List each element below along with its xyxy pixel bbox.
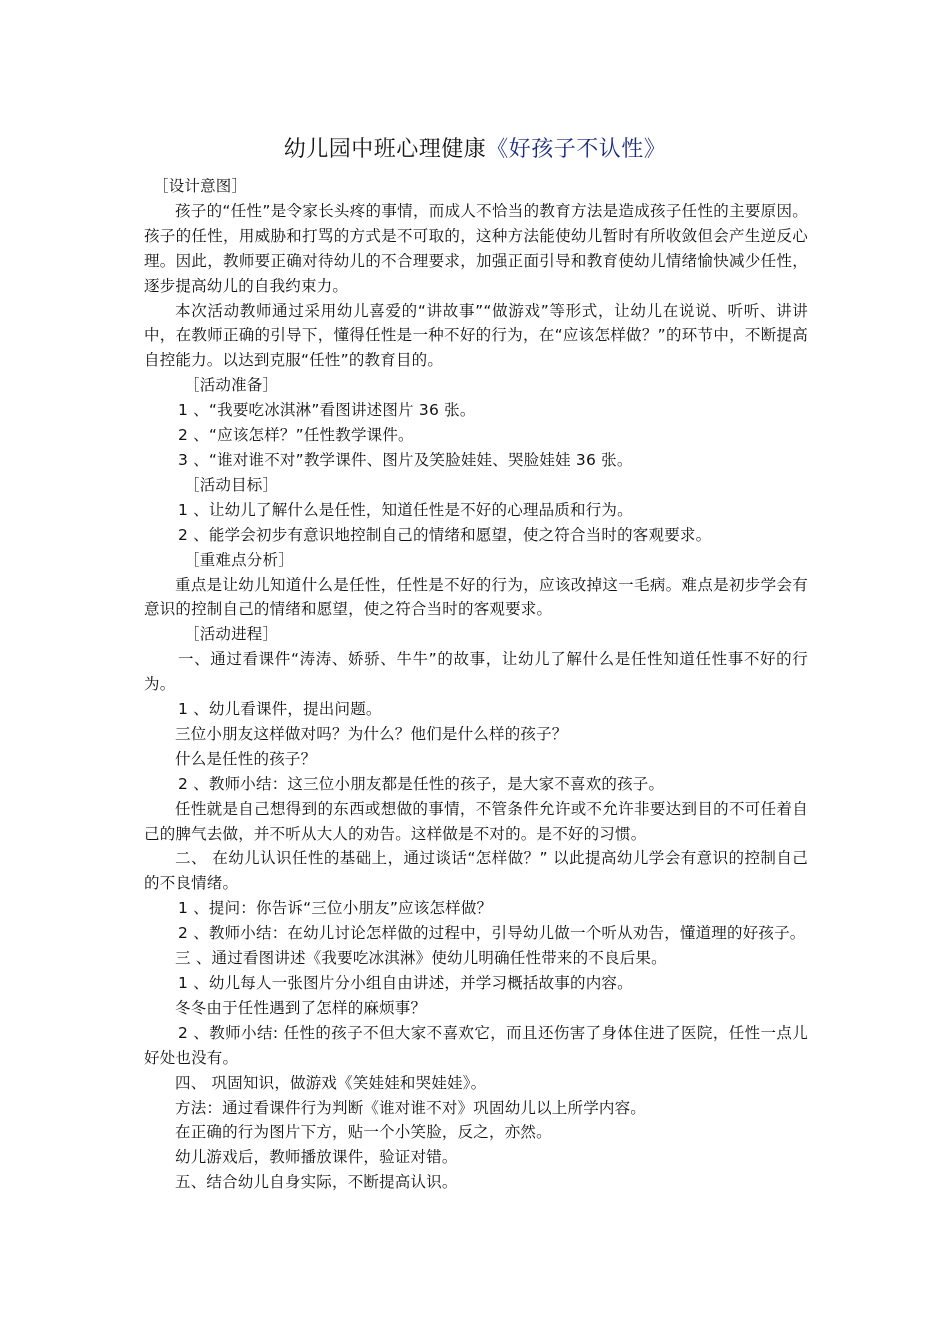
paragraph: 2 、“应该怎样？”任性教学课件。: [178, 426, 414, 445]
paragraph: 冬冬由于任性遇到了怎样的麻烦事？: [175, 998, 427, 1017]
paragraph: 3 、“谁对谁不对”教学课件、图片及笑脸娃娃、哭脸娃娃 36 张。: [178, 450, 633, 469]
paragraph: 1 、“我要吃冰淇淋”看图讲述图片 36 张。: [178, 401, 476, 420]
document-body: [144, 174, 808, 1195]
paragraph: 2 、能学会初步有意识地控制自己的情绪和愿望，使之符合当时的客观要求。: [178, 525, 712, 544]
paragraph: 五、结合幼儿自身实际，不断提高认识。: [175, 1173, 458, 1192]
title-book-name: 《好孩子不认性》: [486, 137, 667, 162]
paragraph: 三 、通过看图讲述《我要吃冰淇淋》使幼儿明确任性带来的不良后果。: [175, 949, 667, 968]
paragraph: 四、 巩固知识，做游戏《笑娃娃和哭娃娃》。: [175, 1073, 487, 1092]
paragraph: 2 、教师小结: 任性的孩子不但大家不喜欢它，而且还伤害了身体住进了医院，任性一点儿好处也没有。: [144, 1023, 808, 1067]
paragraph: ［活动进程］: [184, 625, 279, 644]
paragraph: ［设计意图］: [153, 177, 248, 195]
paragraph: ［活动目标］: [184, 475, 279, 494]
paragraph: 方法：通过看课件行为判断《谁对谁不对》巩固幼儿以上所学内容。: [175, 1098, 647, 1117]
paragraph: 2 、教师小结：这三位小朋友都是任性的孩子，是大家不喜欢的孩子。: [178, 774, 665, 793]
paragraph: 1 、幼儿看课件，提出问题。: [178, 700, 382, 719]
paragraph: ［活动准备］: [184, 376, 279, 395]
paragraph: ［重难点分析］: [184, 550, 294, 569]
paragraph: 1 、幼儿每人一张图片分小组自由讲述，并学习概括故事的内容。: [178, 974, 633, 992]
paragraph: 孩子的“任性”是令家长头疼的事情，而成人不恰当的教育方法是造成孩子任性的主要原因。孩子的任性，用威胁和打骂的方式是不可取的，这种方法能使幼儿暂时有所收敛但会产生逆反心理。因此，教师要正确对待幼儿的不合理要求，加强正面引导和教育使幼儿情绪愉快减少任性，逐步提高幼儿的自我约束力。: [144, 201, 808, 295]
paragraph: 任性就是自己想得到的东西或想做的事情，不管条件允许或不允许非要达到目的不可任着自己的脾气去做，并不听从大人的劝告。这样做是不对的。是不好的习惯。: [144, 799, 808, 843]
paragraph: 本次活动教师通过采用幼儿喜爱的“讲故事”“做游戏”等形式，让幼儿在说说、听听、讲讲中，在教师正确的引导下，懂得任性是一种不好的行为，在“应该怎样做？”的环节中，不断提高自控能力。以达到克服“任性”的教育目的。: [144, 301, 808, 370]
paragraph: 幼儿游戏后，教师播放课件，验证对错。: [175, 1148, 458, 1167]
paragraph: 什么是任性的孩子？: [175, 749, 317, 768]
paragraph: 1 、让幼儿了解什么是任性，知道任性是不好的心理品质和行为。: [178, 500, 633, 519]
paragraph: 三位小朋友这样做对吗？为什么？他们是什么样的孩子？: [175, 724, 568, 743]
document-title: [0, 134, 950, 166]
paragraph: 在正确的行为图片下方，贴一个小笑脸，反之，亦然。: [175, 1123, 552, 1142]
paragraph: 一、通过看课件“涛涛、娇骄、牛牛”的故事，让幼儿了解什么是任性知道任性事不好的行为。: [144, 650, 808, 694]
paragraph: 2 、教师小结：在幼儿讨论怎样做的过程中，引导幼儿做一个听从劝告，懂道理的好孩子。: [178, 924, 806, 943]
paragraph: 重点是让幼儿知道什么是任性，任性是不好的行为，应该改掉这一毛病。难点是初步学会有意识的控制自己的情绪和愿望，使之符合当时的客观要求。: [144, 575, 808, 619]
paragraph: 1 、提问：你告诉“三位小朋友”应该怎样做？: [178, 899, 493, 918]
paragraph: 二、 在幼儿认识任性的基础上，通过谈话“怎样做？” 以此提高幼儿学会有意识的控制自己的不良情绪。: [144, 849, 808, 893]
title-main: 幼儿园中班心理健康: [283, 137, 487, 162]
